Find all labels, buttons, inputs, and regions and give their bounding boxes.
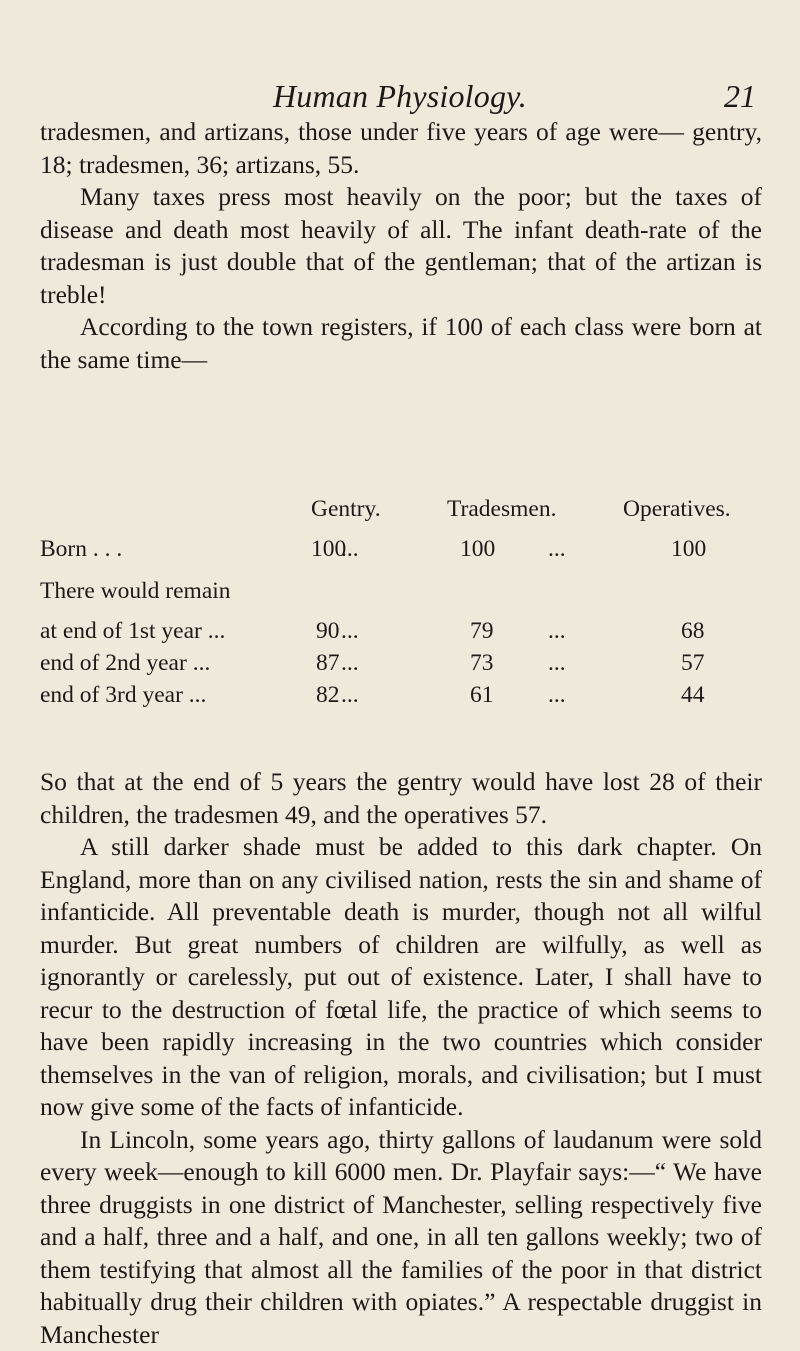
page-number: 21 [724, 78, 756, 115]
cell-operatives: 44 [681, 682, 705, 709]
table-row [40, 682, 762, 714]
cell-operatives: 57 [681, 650, 705, 677]
cell-tradesmen: 61 [470, 682, 494, 709]
intro-text [40, 116, 762, 376]
paragraph: According to the town registers, if 100 of each class were born at the same time— [40, 311, 762, 376]
row-label: There would remain [40, 578, 231, 605]
cell-tradesmen: 79 [470, 618, 494, 645]
leader-dots: ... [341, 536, 359, 563]
leader-dots: ... [341, 618, 359, 645]
leader-dots: ... [548, 618, 566, 645]
column-header-operatives: Operatives. [623, 496, 731, 523]
row-label: at end of 1st year ... [40, 618, 225, 645]
leader-dots: ... [548, 682, 566, 709]
running-title: Human Physiology. [0, 78, 800, 115]
cell-operatives: 100 [671, 536, 706, 563]
cell-gentry: 87 [316, 650, 340, 677]
paragraph: So that at the end of 5 years the gentry would have lost 28 of their children, the tradesmen 49, and the operatives 57. [40, 766, 762, 831]
table-row [40, 578, 762, 618]
table-row [40, 618, 762, 650]
cell-operatives: 68 [681, 618, 705, 645]
leader-dots: ... [341, 682, 359, 709]
survival-table [40, 496, 762, 714]
row-label: end of 2nd year ... [40, 650, 210, 677]
page-header [0, 78, 800, 118]
cell-gentry: 82 [316, 682, 340, 709]
row-label: end of 3rd year ... [40, 682, 206, 709]
paragraph: In Lincoln, some years ago, thirty gallons of laudanum were sold every week—enough to kill 6000 men. Dr. Playfair says:—“ We have three druggists in one district of Manchester, selling respectively five and a half, three and a half, and one, in all ten gallons weekly; two of them testifying that almost all the families of the poor in that district habitually drug their children with opiates.” A respectable druggist in Manchester [40, 1124, 762, 1351]
closing-text [40, 766, 762, 1351]
table-header [40, 496, 762, 536]
table-row [40, 650, 762, 682]
leader-dots: ... [548, 650, 566, 677]
row-label: Born . . . [40, 536, 122, 563]
cell-tradesmen: 73 [470, 650, 494, 677]
table-row [40, 536, 762, 578]
cell-gentry: 100 [311, 536, 346, 563]
column-header-tradesmen: Tradesmen. [447, 496, 556, 523]
paragraph: Many taxes press most heavily on the poor; but the taxes of disease and death most heavily of all. The infant death-rate of the tradesman is just double that of the gentleman; that of the artizan is treble! [40, 181, 762, 311]
column-header-gentry: Gentry. [311, 496, 381, 523]
leader-dots: ... [341, 650, 359, 677]
cell-gentry: 90 [316, 618, 340, 645]
leader-dots: ... [548, 536, 566, 563]
cell-tradesmen: 100 [460, 536, 495, 563]
paragraph: tradesmen, and artizans, those under five years of age were— gentry, 18; tradesmen, 36; artizans, 55. [40, 116, 762, 181]
paragraph: A still darker shade must be added to this dark chapter. On England, more than on any civilised nation, rests the sin and shame of infanticide. All preventable death is murder, though not all wilful murder. But great numbers of children are wilfully, as well as ignorantly or carelessly, put out of existence. Later, I shall have to recur to the destruction of fœtal life, the practice of which seems to have been rapidly increasing in the two countries which consider themselves in the van of religion, morals, and civilisation; but I must now give some of the facts of infanticide. [40, 831, 762, 1124]
